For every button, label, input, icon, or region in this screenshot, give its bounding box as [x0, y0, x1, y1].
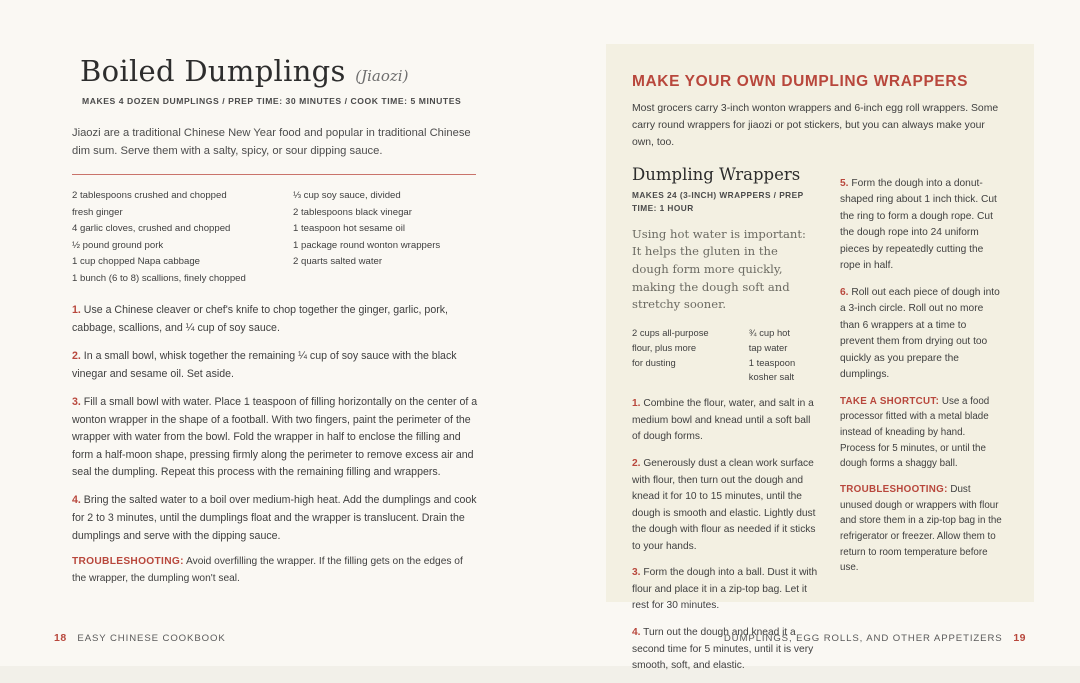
recipe-step — [72, 348, 482, 383]
panel-title: MAKE YOUR OWN DUMPLING WRAPPERS — [632, 73, 969, 90]
panel-ingredients-column-1 — [632, 326, 735, 385]
ingredients-column-1 — [72, 188, 271, 287]
panel-ingredients — [632, 326, 818, 385]
panel-step — [840, 285, 1002, 384]
recipe-title-text: Boiled Dumplings — [80, 54, 346, 88]
list-item: ⅓ cup soy sauce, divided — [293, 190, 401, 202]
list-item: ½ pound ground pork — [72, 239, 164, 251]
step-number: 6. — [840, 286, 849, 298]
ingredients-column-2 — [293, 188, 492, 287]
panel-step — [632, 396, 818, 446]
step-number: 2. — [632, 458, 641, 470]
list-item: 2 quarts salted water — [293, 256, 383, 268]
panel-column-right — [840, 165, 1002, 682]
sub-recipe-tip: Using hot water is important: It helps the gluten in the dough form more quickly, making the dough soft and stretchy sooner. — [632, 226, 806, 312]
list-item: tap water — [748, 341, 788, 353]
recipe-meta: MAKES 4 DOZEN DUMPLINGS / PREP TIME: 30 MINUTES / COOK TIME: 5 MINUTES — [82, 96, 462, 106]
footer-left — [54, 632, 226, 644]
title-divider — [72, 174, 476, 175]
page-number: 18 — [54, 632, 67, 644]
step-text: Fill a small bowl with water. Place 1 teaspoon of filling horizontally on the center of a wonton wrapper in the shape of a football. With two fingers, paint the perimeter of the wrapper with water from the bowl. Fold the wrapper in half to enclose the filling and form a half-moon shape, pressing firmly along the perimeter to remove excess air and seal the dumpling. Repeat this process with the remaining filling and wrappers. — [72, 395, 478, 479]
shortcut-note — [840, 394, 1002, 472]
recipe-step — [72, 492, 482, 545]
list-item: 1 cup chopped Napa cabbage — [72, 256, 201, 268]
left-page — [0, 0, 540, 666]
step-number: 1. — [72, 304, 81, 317]
note-label: TROUBLESHOOTING: — [72, 556, 184, 568]
panel-columns — [632, 165, 1008, 682]
list-item: 1 teaspoon hot sesame oil — [293, 223, 406, 235]
step-text: Use a Chinese cleaver or chef's knife to chop together the ginger, garlic, pork, cabbage, scallions, and ¼ cup of soy sauce. — [72, 304, 448, 335]
note-text: Avoid overfilling the wrapper. If the filling gets on the edges of the wrapper, the dumpling won't seal. — [72, 556, 463, 584]
troubleshooting-note — [840, 482, 1002, 576]
step-number: 1. — [632, 398, 641, 410]
panel-step — [632, 565, 818, 615]
list-item: ¾ cup hot — [748, 326, 790, 338]
panel-intro: Most grocers carry 3-inch wonton wrappers and 6-inch egg roll wrappers. Some carry round wrappers for jiaozi or pot stickers, but you can always make your own, too. — [632, 102, 999, 148]
panel-step — [632, 456, 818, 555]
step-number: 2. — [72, 350, 81, 363]
list-item: 2 cups all-purpose — [632, 326, 709, 338]
sub-recipe-meta: MAKES 24 (3-INCH) WRAPPERS / PREP TIME: 1 HOUR — [632, 190, 804, 213]
step-text: Combine the flour, water, and salt in a medium bowl and knead until a soft ball of dough forms. — [632, 398, 814, 443]
running-head: DUMPLINGS, EGG ROLLS, AND OTHER APPETIZERS — [723, 633, 1003, 644]
step-number: 4. — [72, 494, 81, 507]
note-label: TAKE A SHORTCUT: — [840, 395, 940, 407]
list-item: flour, plus more — [632, 341, 697, 353]
note-text: Dust unused dough or wrappers with flour and store them in a zip-top bag in the refrigerator or freezer. Allow them to return to room temperature before use. — [840, 483, 1002, 574]
panel-column-left — [632, 165, 818, 682]
list-item: 1 bunch (6 to 8) scallions, finely chopped — [72, 272, 246, 284]
sub-recipe-title: Dumpling Wrappers — [632, 165, 801, 185]
step-number: 3. — [632, 567, 641, 579]
step-number: 3. — [72, 395, 81, 408]
panel-ingredients-column-2 — [749, 326, 818, 385]
step-number: 4. — [632, 627, 641, 639]
note-text: Use a food processor fitted with a metal blade instead of kneading by hand. Process for 5 minutes, or until the dough forms a shaggy ball. — [840, 395, 990, 470]
footer-right — [724, 632, 1026, 644]
running-head: EASY CHINESE COOKBOOK — [77, 633, 226, 644]
list-item: for dusting — [632, 356, 676, 368]
recipe-step — [72, 394, 482, 482]
step-text: In a small bowl, whisk together the remaining ¼ cup of soy sauce with the black vinegar and sesame oil. Set aside. — [72, 350, 457, 380]
list-item: 4 garlic cloves, crushed and chopped — [72, 223, 231, 235]
step-text: Roll out each piece of dough into a 3-inch circle. Roll out no more than 6 wrappers at a time to prevent them from drying out too quickly as you prepare the dumplings. — [840, 286, 1000, 381]
recipe-steps — [72, 302, 482, 545]
page-number: 19 — [1013, 632, 1026, 644]
list-item: 1 teaspoon — [748, 356, 796, 368]
troubleshooting-note — [72, 554, 470, 587]
panel-step — [840, 176, 1002, 275]
recipe-step — [72, 302, 482, 337]
right-page — [540, 0, 1080, 672]
step-text: Form the dough into a ball. Dust it with flour and place it in a zip-top bag. Let it rest for 30 minutes. — [632, 567, 818, 612]
step-text: Bring the salted water to a boil over medium-high heat. Add the dumplings and cook for 2 to 3 minutes, until the dumplings float and the wrapper is translucent. Drain the dumplings and serve with the dipping sauce. — [72, 494, 477, 542]
ingredients-list — [72, 188, 492, 287]
note-label: TROUBLESHOOTING: — [840, 483, 948, 495]
step-text: Generously dust a clean work surface with flour, then turn out the dough and knead it for 10 to 15 minutes, until the dough is smooth and elastic. Lightly dust the dough with flour as needed if it sticks to your hands. — [632, 458, 816, 552]
step-number: 5. — [840, 177, 849, 189]
recipe-intro: Jiaozi are a traditional Chinese New Year food and popular in traditional Chinese dim sum. Serve them with a salty, spicy, or sour dipping sauce. — [72, 127, 471, 158]
list-item: 2 tablespoons black vinegar — [293, 206, 412, 218]
recipe-title-romanized: (Jiaozi) — [355, 67, 409, 85]
list-item: 2 tablespoons crushed and chopped — [72, 190, 227, 202]
list-item: fresh ginger — [72, 206, 123, 218]
step-text: Form the dough into a donut-shaped ring about 1 inch thick. Cut the ring to form a dough rope. Cut the dough rope into 24 uniform pieces by repeatedly cutting the rope in half. — [840, 177, 997, 272]
step-text: Turn out the dough and knead it a second time for 5 minutes, until it is very smooth, soft, and elastic. — [632, 627, 814, 672]
list-item: kosher salt — [748, 371, 795, 383]
recipe-title — [80, 54, 496, 88]
list-item: 1 package round wonton wrappers — [293, 239, 441, 251]
